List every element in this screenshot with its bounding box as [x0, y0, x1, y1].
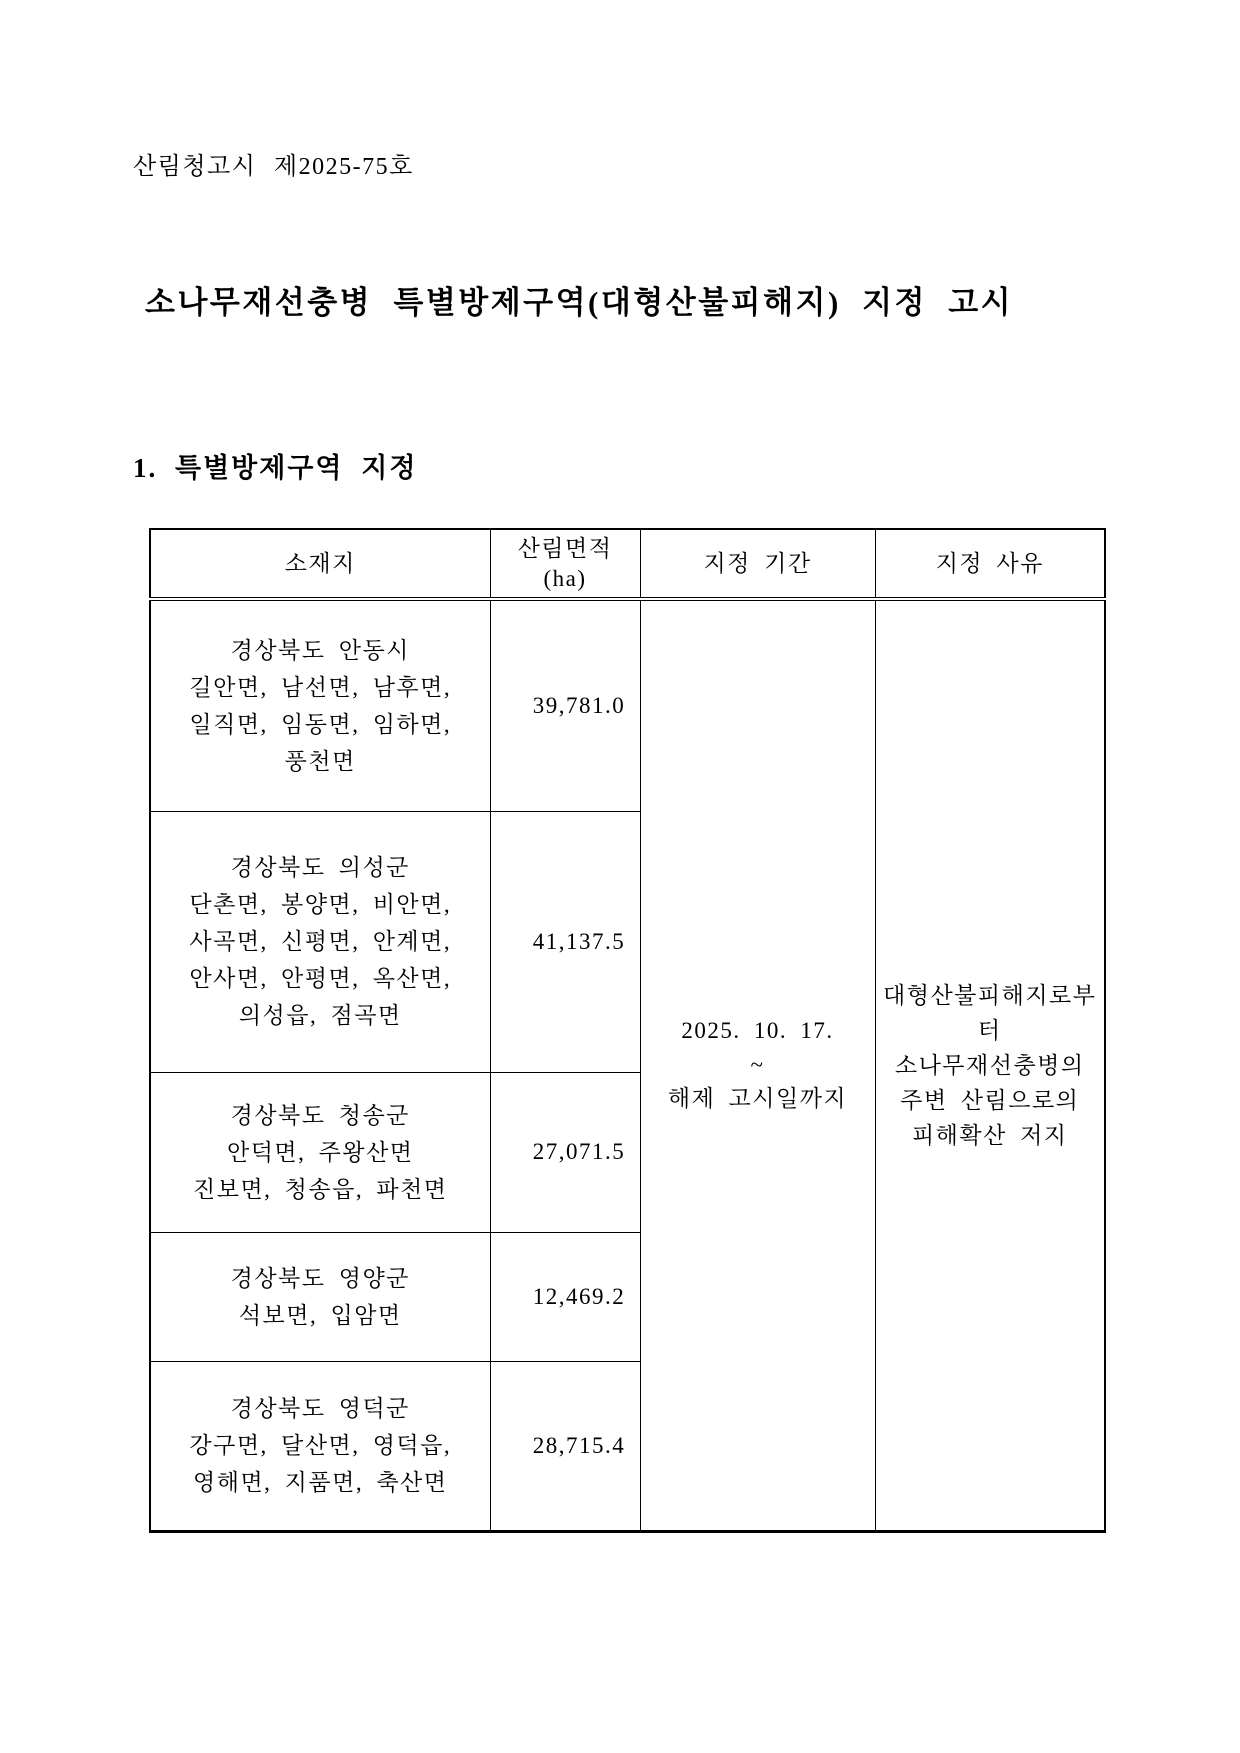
table-row — [150, 599, 1105, 811]
designation-period-line: 2025. 10. 17. — [681, 1018, 834, 1044]
designation-period-line: ~ — [750, 1052, 765, 1078]
location-line: 안사면, 안평면, 옥산면, — [189, 966, 452, 991]
location-line: 풍천면 — [284, 748, 356, 774]
forest-area-value: 28,715.4 — [490, 1361, 640, 1531]
location-line: 석보면, 입암면 — [238, 1302, 402, 1328]
location-line: 경상북도 청송군 — [230, 1102, 410, 1128]
designation-reason-line: 주변 산림으로의 — [900, 1087, 1080, 1113]
designation-table — [149, 528, 1106, 1533]
location-cell — [150, 811, 490, 1072]
col-header-period: 지정 기간 — [640, 529, 875, 599]
location-line: 영해면, 지품면, 축산면 — [193, 1470, 448, 1495]
location-cell — [150, 1072, 490, 1232]
location-cell — [150, 1361, 490, 1531]
col-header-forest-area-unit: (ha) — [543, 565, 587, 591]
col-header-location: 소재지 — [150, 529, 490, 599]
table-header-row — [150, 529, 1105, 599]
designation-reason-line: 대형산불피해지로부터 — [883, 982, 1097, 1043]
forest-area-value: 39,781.0 — [490, 599, 640, 811]
location-cell — [150, 599, 490, 811]
location-line: 경상북도 안동시 — [230, 637, 410, 663]
location-line: 단촌면, 봉양면, 비안면, — [189, 892, 452, 917]
designation-reason-line: 피해확산 저지 — [911, 1122, 1068, 1148]
location-line: 일직면, 임동면, 임하면, — [189, 711, 452, 737]
location-line: 사곡면, 신평면, 안계면, — [189, 929, 452, 954]
doc-title: 소나무재선충병 특별방제구역(대형산불피해지) 지정 고시 — [145, 285, 1014, 320]
location-line: 의성읍, 점곡면 — [238, 1003, 402, 1028]
notice-number: 산림청고시 제2025-75호 — [133, 154, 414, 180]
table-body — [150, 599, 1105, 1531]
location-line: 강구면, 달산면, 영덕읍, — [189, 1433, 452, 1458]
location-line: 경상북도 의성군 — [230, 855, 410, 880]
col-header-forest-area-line1: 산림면적 — [517, 535, 613, 561]
designation-period-line: 해제 고시일까지 — [667, 1086, 848, 1112]
location-line: 경상북도 영덕군 — [230, 1396, 410, 1421]
forest-area-value: 12,469.2 — [490, 1232, 640, 1361]
location-line: 경상북도 영양군 — [230, 1265, 410, 1291]
location-line: 안덕면, 주왕산면 — [226, 1139, 414, 1165]
location-line: 길안면, 남선면, 남후면, — [189, 674, 452, 700]
section-heading: 1. 특별방제구역 지정 — [133, 453, 418, 483]
designation-period-cell — [640, 599, 875, 1531]
col-header-reason: 지정 사유 — [875, 529, 1105, 599]
designation-reason-line: 소나무재선충병의 — [894, 1052, 1085, 1078]
forest-area-value: 27,071.5 — [490, 1072, 640, 1232]
forest-area-value: 41,137.5 — [490, 811, 640, 1072]
location-cell — [150, 1232, 490, 1361]
location-line: 진보면, 청송읍, 파천면 — [193, 1176, 448, 1202]
col-header-forest-area — [490, 529, 640, 599]
designation-reason-cell — [875, 599, 1105, 1531]
